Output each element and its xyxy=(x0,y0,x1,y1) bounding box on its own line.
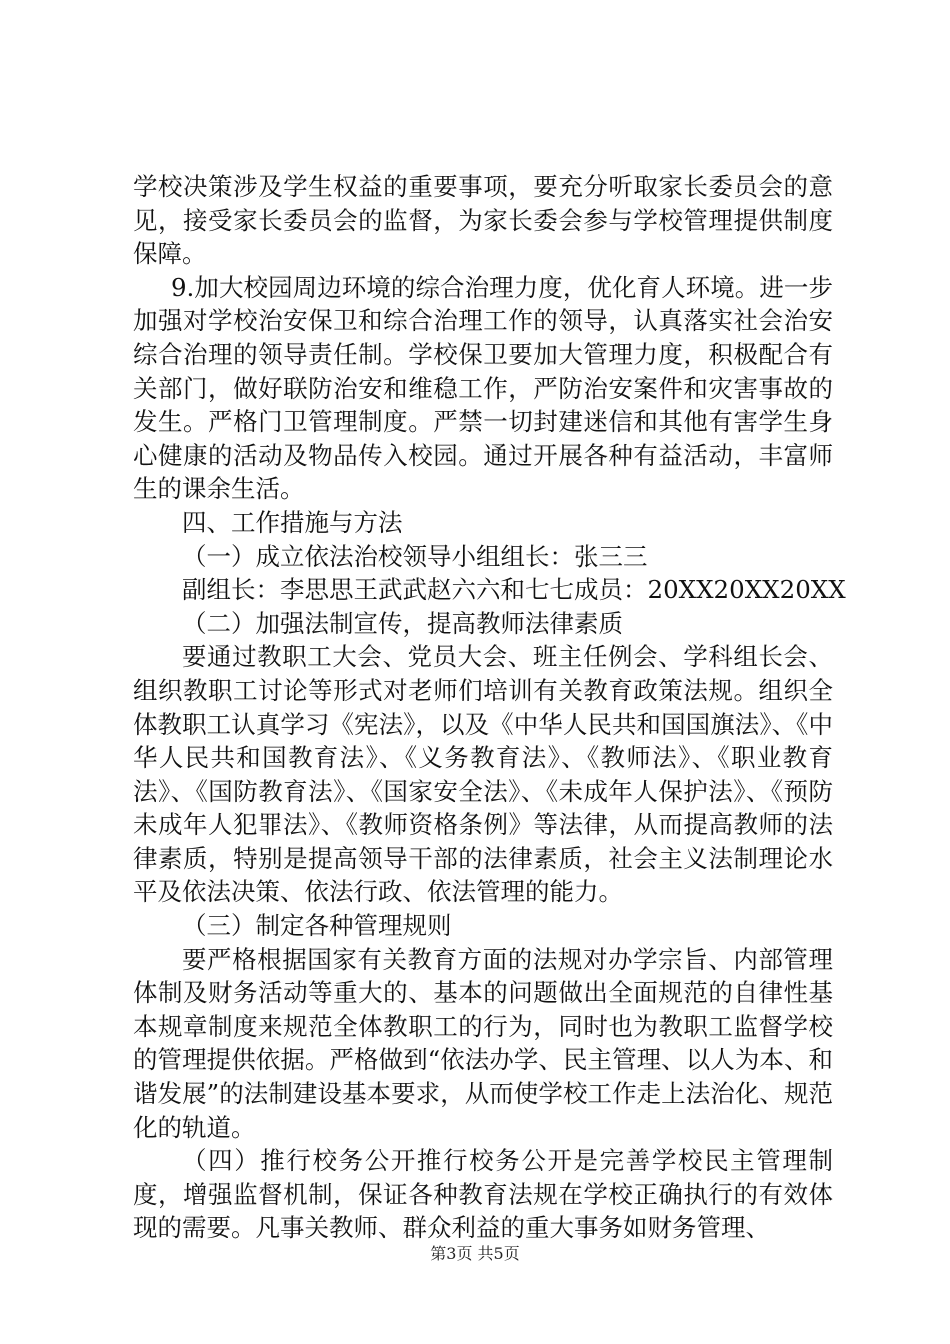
paragraph-management-rules: 要严格根据国家有关教育方面的法规对办学宗旨、内部管理体制及财务活动等重大的、基本的问题做出全面规范的自律性基本规章制度来规范全体教职工的行为，同时也为教职工监督学校的管理提供依据。严格做到“依法办学、民主管理、以人为本、和谐发展”的法制建设基本要求，从而使学校工作走上法治化、规范化的轨道。 xyxy=(133,944,833,1142)
document-body xyxy=(133,170,846,1245)
subheading-management-rules: （三）制定各种管理规则 xyxy=(182,911,452,941)
page-footer: 第3页 共5页 xyxy=(430,1244,520,1263)
subheading-leading-group: （一）成立依法治校领导小组组长：张三三 xyxy=(182,541,648,571)
paragraph-campus-environment: 9.加大校园周边环境的综合治理力度，优化育人环境。进一步加强对学校治安保卫和综合治理工作的领导，认真落实社会治安综合治理的领导责任制。学校保卫要加大管理力度，积极配合有关部门，做好联防治安和维稳工作，严防治安案件和灾害事故的发生。严格门卫管理制度。严禁一切封建迷信和其他有害学生身心健康的活动及物品传入校园。通过开展各种有益活动，丰富师生的课余生活。 xyxy=(133,272,833,504)
section-heading-measures: 四、工作措施与方法 xyxy=(182,507,403,537)
paragraph-group-members: 副组长：李思思王武武赵六六和七七成员：20XX20XX20XX xyxy=(182,575,846,605)
subheading-legal-publicity: （二）加强法制宣传，提高教师法律素质 xyxy=(182,608,623,638)
paragraph-school-affairs-openness: （四）推行校务公开推行校务公开是完善学校民主管理制度，增强监督机制，保证各种教育法规在学校正确执行的有效体现的需要。凡事关教师、群众利益的重大事务如财务管理、 xyxy=(133,1146,833,1243)
paragraph-legal-training: 要通过教职工大会、党员大会、班主任例会、学科组长会、组织教职工讨论等形式对老师们培训有关教育政策法规。组织全体教职工认真学习《宪法》，以及《中华人民共和国国旗法》、《中华人民共和国教育法》、《义务教育法》、《教师法》、《职业教育法》、《国防教育法》、《国家安全法》、《未成年人保护法》、《预防未成年人犯罪法》、《教师资格条例》等法律，从而提高教师的法律素质，特别是提高领导干部的法律素质，社会主义法制理论水平及依法决策、依法行政、依法管理的能力。 xyxy=(133,642,833,907)
paragraph-parent-committee: 学校决策涉及学生权益的重要事项，要充分听取家长委员会的意见，接受家长委员会的监督，为家长委会参与学校管理提供制度保障。 xyxy=(133,172,833,269)
